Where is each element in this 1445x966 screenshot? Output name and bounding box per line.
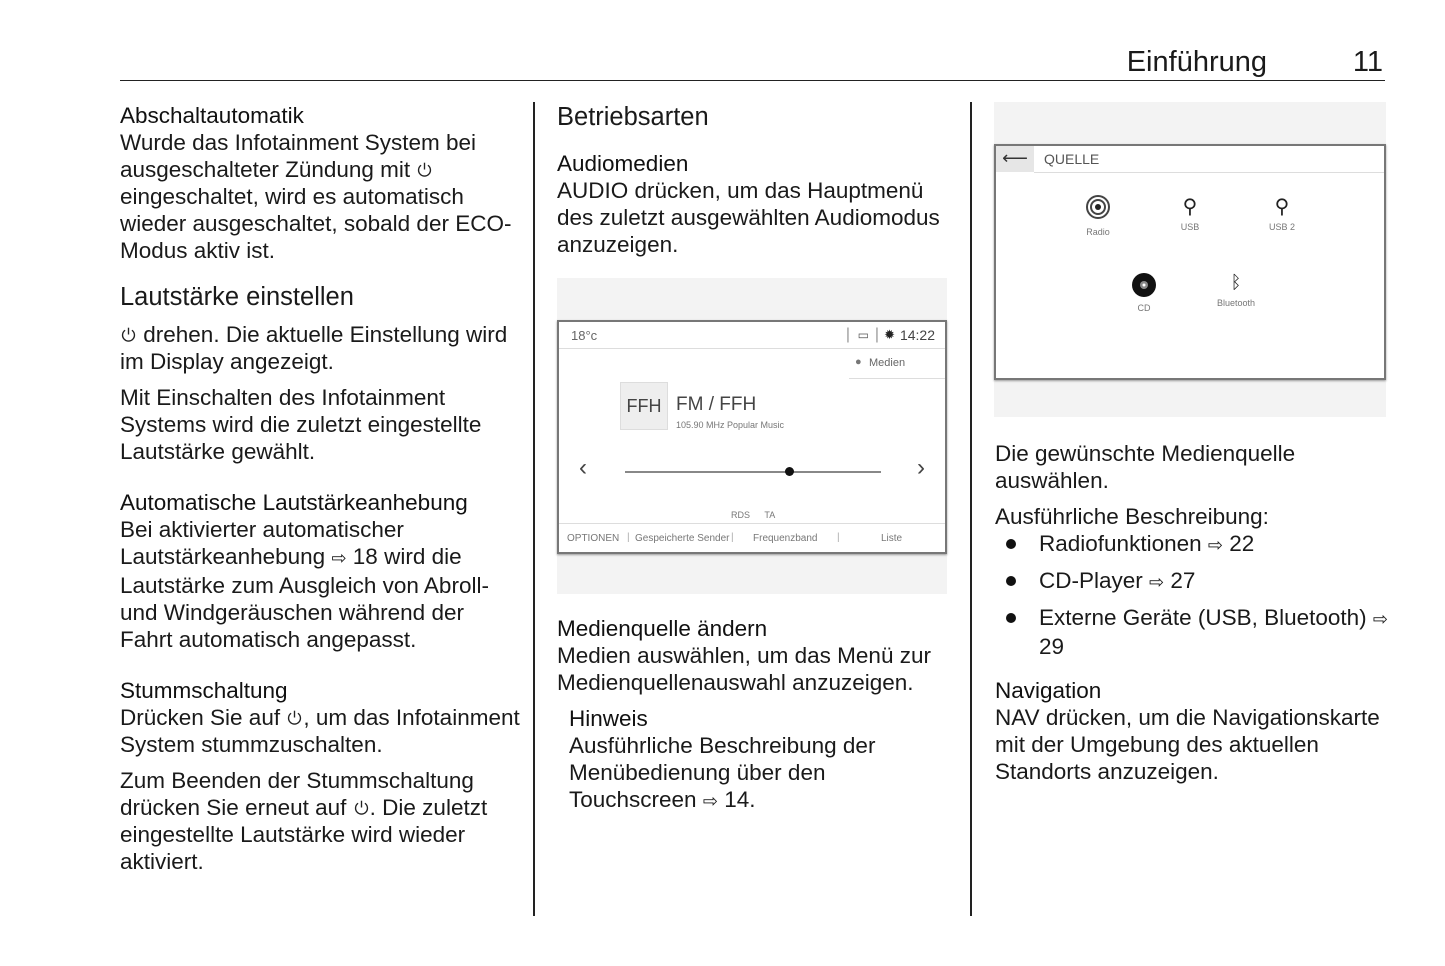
settings-gear-icon[interactable]: ✹ <box>884 327 895 342</box>
column-3-text <box>995 440 1390 785</box>
paragraph: Wurde das Infotainment System bei ausgeschalteter Zündung mit eingeschaltet, wird es automatisch wieder ausgeschaltet, sobald der ECO-Modus aktiv ist. <box>120 130 512 263</box>
power-icon <box>416 161 433 178</box>
frequency-band-button[interactable]: Frequenzband <box>753 533 818 544</box>
page-ref-arrow-icon: ⇨ <box>331 548 347 568</box>
paragraph: NAV drücken, um die Navigationskarte mit der Umgebung des aktuellen Standorts anzuzeigen. <box>995 705 1380 784</box>
note-box <box>557 705 957 815</box>
source-bluetooth[interactable]: ᛒ Bluetooth <box>1214 272 1258 308</box>
heading-stummschaltung: Stummschaltung <box>120 678 288 703</box>
paragraph: drehen. Die aktuelle Einstellung wird im Display angezeigt. <box>120 322 508 374</box>
saved-stations-button[interactable]: Gespeicherte Sender <box>635 533 730 544</box>
heading-audiomedien: Audiomedien <box>557 151 689 176</box>
source-usb2[interactable]: ⚲ USB 2 <box>1266 194 1298 232</box>
frequency-slider[interactable] <box>625 471 881 473</box>
column-divider <box>970 102 972 916</box>
media-icon: ● <box>855 356 862 368</box>
page-ref-link[interactable]: 22 <box>1229 531 1255 556</box>
paragraph: Die gewünschte Medienquelle auswählen. <box>995 441 1296 493</box>
page-ref-link[interactable]: 27 <box>1170 568 1196 593</box>
bluetooth-icon: ᛒ <box>1230 272 1242 292</box>
source-radio[interactable]: Radio <box>1082 194 1114 237</box>
cd-icon <box>1131 272 1157 298</box>
paragraph: AUDIO drücken, um das Hauptmenü des zuletzt ausgewählten Audiomodus anzuzeigen. <box>557 178 940 257</box>
source-cd[interactable]: CD <box>1128 272 1160 313</box>
paragraph: Medien auswählen, um das Menü zur Medienquellenauswahl anzuzeigen. <box>557 643 931 695</box>
page-ref-arrow-icon: ⇨ <box>1372 609 1389 629</box>
page-ref-link[interactable]: 18 <box>352 544 378 569</box>
radio-screenshot <box>557 278 947 594</box>
heading-betriebsarten: Betriebsarten <box>557 103 709 131</box>
radio-screen <box>557 320 947 554</box>
station-name: FM / FFH <box>676 394 757 415</box>
temperature: 18°c <box>571 328 598 343</box>
heading-medienquelle: Medienquelle ändern <box>557 616 768 641</box>
status-bar: 18°c | ▭ | ✹ 14:22 <box>559 322 945 349</box>
page-number: 11 <box>1352 46 1383 78</box>
paragraph: Bei aktivierter automatischer Lautstärkeanhebung ⇨ 18 wird die Lautstärke zum Ausgleich von Abroll- und Windgeräuschen während der Fahrt automatisch angepasst. <box>120 517 489 652</box>
note-text: Ausführliche Beschreibung der Menübedienung über den Touchscreen ⇨ 14. <box>569 733 876 812</box>
page-header <box>120 44 1385 81</box>
heading-auto-lautstaerke: Automatische Lautstärkeanhebung <box>120 490 468 515</box>
bottom-bar: OPTIONEN | Gespeicherte Sender | Frequenzband | Liste <box>559 523 945 552</box>
usb-icon: ⚲ <box>1274 196 1290 218</box>
list-item: Externe Geräte (USB, Bluetooth) ⇨ 29 <box>995 604 1390 660</box>
back-arrow-icon[interactable]: ⟵ <box>996 146 1034 172</box>
slider-handle[interactable] <box>785 467 794 476</box>
page-ref-arrow-icon: ⇨ <box>1207 535 1223 555</box>
indicators: RDS TA <box>731 510 776 520</box>
page-ref-link[interactable]: 29 <box>1039 634 1065 659</box>
page-ref-arrow-icon: ⇨ <box>1149 572 1165 592</box>
options-button[interactable]: OPTIONEN <box>567 533 620 544</box>
clock: 14:22 <box>899 327 935 343</box>
heading-abschaltautomatik: Abschaltautomatik <box>120 103 304 128</box>
station-logo: FFH <box>620 382 668 430</box>
paragraph: Drücken Sie auf , um das Infotainment System stummzuschalten. <box>120 705 520 757</box>
paragraph: Ausführliche Beschreibung: <box>995 504 1269 529</box>
paragraph: Zum Beenden der Stummschaltung drücken Sie erneut auf . Die zuletzt eingestellte Lautstärke wird wieder aktiviert. <box>120 768 488 874</box>
column-1 <box>120 102 520 875</box>
power-icon <box>353 799 370 816</box>
list-button[interactable]: Liste <box>881 533 903 544</box>
column-2-lower <box>557 615 957 815</box>
heading-navigation: Navigation <box>995 678 1102 703</box>
list-item: Radiofunktionen ⇨ 22 <box>995 530 1390 559</box>
reference-list <box>995 530 1390 660</box>
station-info: 105.90 MHz Popular Music <box>676 420 785 430</box>
page-ref-link[interactable]: 14. <box>724 787 756 812</box>
power-icon <box>120 326 137 343</box>
screen-title: QUELLE <box>1044 151 1100 167</box>
media-button[interactable]: ● Medien <box>849 350 945 379</box>
phone-icon[interactable]: ▭ <box>857 328 869 342</box>
page-ref-arrow-icon: ⇨ <box>702 791 718 811</box>
radio-icon <box>1085 194 1111 222</box>
previous-arrow-icon[interactable]: ‹ <box>579 454 587 481</box>
chapter-title: Einführung <box>1126 46 1267 78</box>
power-icon <box>286 709 303 726</box>
source-usb[interactable]: ⚲ USB <box>1174 194 1206 232</box>
heading-lautstaerke: Lautstärke einstellen <box>120 283 354 311</box>
list-item: CD-Player ⇨ 27 <box>995 567 1390 596</box>
usb-icon: ⚲ <box>1182 196 1198 218</box>
column-divider <box>533 102 535 916</box>
source-screenshot <box>994 102 1386 417</box>
column-2 <box>557 102 957 258</box>
note-heading: Hinweis <box>569 706 648 731</box>
source-screen <box>994 144 1386 380</box>
next-arrow-icon[interactable]: › <box>917 454 925 481</box>
paragraph: Mit Einschalten des Infotainment Systems wird die zuletzt eingestellte Lautstärke gewählt. <box>120 385 482 464</box>
